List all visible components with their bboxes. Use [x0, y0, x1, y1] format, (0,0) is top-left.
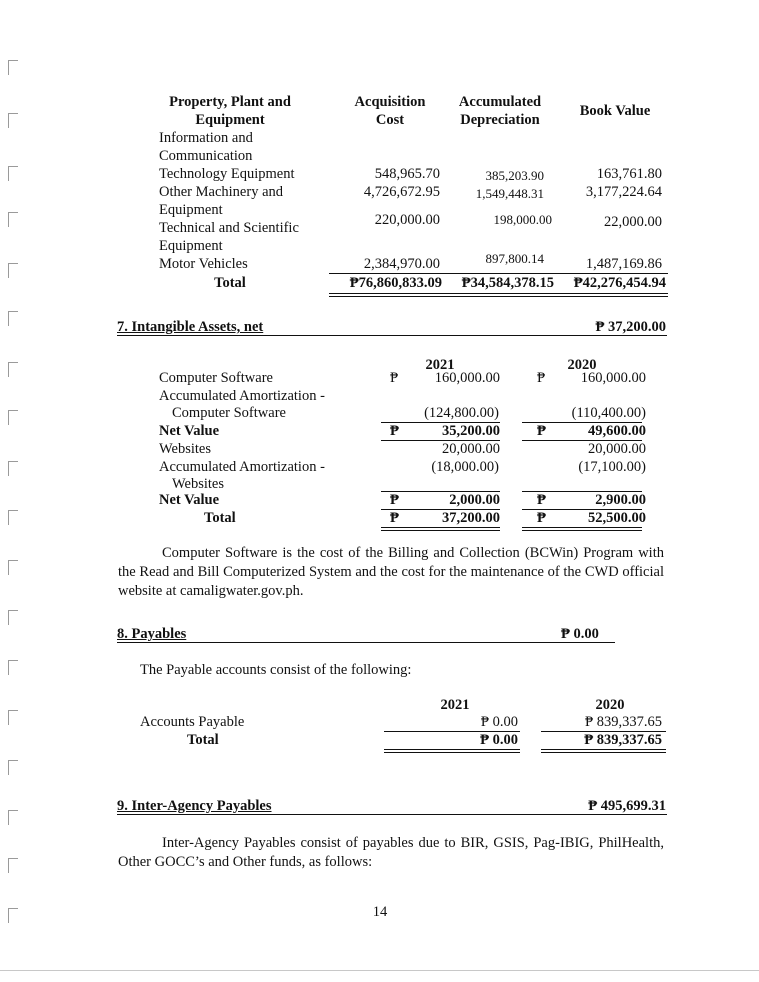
ppe-header-acq-line1: Acquisition	[354, 94, 426, 110]
ppe-book-value: 22,000.00	[604, 214, 662, 230]
intangible-note: Computer Software is the cost of the Billing and Collection (BCWin) Program with the Read and Bill Computerized System and the cost for the maintenance of the CWD official website at camaligwater.gov.ph.	[118, 545, 664, 599]
intangible-row-label: Net Value	[159, 423, 220, 439]
peso-sign: ₱	[537, 492, 546, 508]
payables-value-2020: ₱ 839,337.65	[585, 714, 662, 730]
ppe-dep-value: 198,000.00	[493, 212, 552, 227]
peso-sign: ₱	[390, 492, 399, 508]
ppe-acq-value: 4,726,672.95	[363, 184, 440, 200]
intangible-row-label: Computer Software	[159, 370, 273, 386]
margin-mark	[8, 263, 18, 278]
ppe-row-label: Communication	[159, 148, 253, 164]
double-rule	[381, 527, 500, 531]
year-header-2020: 2020	[567, 357, 597, 373]
payables-total-2021: ₱ 0.00	[480, 732, 518, 748]
ppe-subtotal-rule	[329, 273, 668, 274]
ppe-book-value: 1,487,169.86	[585, 256, 662, 272]
ppe-header-book: Book Value	[579, 103, 651, 119]
ppe-header-item-line2: Equipment	[195, 112, 265, 128]
ppe-total-double-rule	[329, 293, 668, 297]
payables-value-2021: ₱ 0.00	[480, 714, 518, 730]
ppe-row-label: Equipment	[159, 238, 223, 254]
ppe-header-dep-line2: Depreciation	[460, 112, 540, 128]
intangible-value-2021: (124,800.00)	[424, 405, 499, 421]
year-header-2021: 2021	[440, 697, 470, 713]
margin-mark	[8, 908, 18, 923]
margin-mark	[8, 60, 18, 75]
section-heading	[117, 626, 186, 643]
ppe-book-value: 3,177,224.64	[585, 184, 662, 200]
payables-intro: The Payable accounts consist of the following:	[140, 662, 412, 678]
page-bottom-edge	[0, 970, 759, 971]
section-heading-amount: ₱ 37,200.00	[595, 319, 666, 335]
margin-mark	[8, 410, 18, 425]
section-heading	[117, 319, 263, 336]
intangible-value-2021: 160,000.00	[434, 370, 500, 386]
ppe-total-acq: ₱76,860,833.09	[349, 275, 442, 291]
intangible-row-label: Computer Software	[172, 405, 286, 421]
double-rule	[541, 749, 666, 753]
ppe-row-label: Information and	[159, 130, 253, 146]
section-heading-text: 8. Payables	[117, 626, 187, 642]
margin-mark	[8, 710, 18, 725]
ppe-total-dep: ₱34,584,378.15	[461, 275, 554, 291]
intangible-value-2021: 35,200.00	[442, 423, 500, 439]
section-heading-text: 9. Inter-Agency Payables	[117, 798, 272, 814]
margin-mark	[8, 560, 18, 575]
intangible-value-2020: 49,600.00	[588, 423, 646, 439]
section-heading-rule	[117, 642, 615, 643]
peso-sign: ₱	[390, 370, 399, 386]
intangible-total-2020: 52,500.00	[588, 510, 646, 526]
intangible-row-label: Websites	[159, 441, 211, 457]
intangible-row-label: Accumulated Amortization -	[159, 459, 325, 475]
peso-sign: ₱	[537, 510, 546, 526]
ppe-total-label: Total	[214, 275, 246, 291]
page-number: 14	[372, 904, 388, 920]
interagency-text: Inter-Agency Payables consist of payables due to BIR, GSIS, Pag-IBIG, PhilHealth, Other GOCC’s and Other funds, as follows:	[118, 835, 664, 870]
margin-mark	[8, 166, 18, 181]
intangible-value-2020: (110,400.00)	[571, 405, 646, 421]
ppe-dep-value: 385,203.90	[485, 168, 544, 183]
intangible-value-2021: 2,000.00	[449, 492, 500, 508]
ppe-header-dep-line1: Accumulated	[458, 94, 542, 110]
ppe-acq-value: 548,965.70	[374, 166, 440, 182]
margin-mark	[8, 311, 18, 326]
intangible-value-2020: 20,000.00	[588, 441, 646, 457]
payables-total-label: Total	[187, 732, 219, 748]
intangible-value-2021: (18,000.00)	[431, 459, 499, 475]
margin-mark	[8, 810, 18, 825]
section-heading-text: 7. Intangible Assets, net	[117, 319, 264, 335]
payables-total-2020: ₱ 839,337.65	[584, 732, 662, 748]
intangible-value-2020: 2,900.00	[595, 492, 646, 508]
intangible-total-2021: 37,200.00	[442, 510, 500, 526]
ppe-book-value: 163,761.80	[596, 166, 662, 182]
intangible-total-label: Total	[204, 510, 236, 526]
intangible-value-2021: 20,000.00	[442, 441, 500, 457]
section-heading	[117, 798, 272, 815]
ppe-row-label: Technology Equipment	[159, 166, 295, 182]
peso-sign: ₱	[537, 423, 546, 439]
ppe-row-label: Other Machinery and	[159, 184, 284, 200]
peso-sign: ₱	[390, 423, 399, 439]
margin-mark	[8, 610, 18, 625]
section-heading-amount: ₱ 495,699.31	[588, 798, 666, 814]
ppe-row-label: Motor Vehicles	[159, 256, 248, 272]
margin-mark	[8, 212, 18, 227]
double-rule	[522, 527, 642, 531]
ppe-header-item-line1: Property, Plant and	[169, 94, 291, 110]
margin-mark	[8, 660, 18, 675]
ppe-header-acq-line2: Cost	[375, 112, 405, 128]
year-header-2020: 2020	[595, 697, 625, 713]
intangible-row-label: Websites	[172, 476, 224, 492]
intangible-row-label: Accumulated Amortization -	[159, 388, 325, 404]
peso-sign: ₱	[537, 370, 546, 386]
double-rule	[384, 749, 520, 753]
ppe-row-label: Technical and Scientific	[159, 220, 299, 236]
section-heading-amount: ₱ 0.00	[561, 626, 599, 642]
peso-sign: ₱	[390, 510, 399, 526]
margin-mark	[8, 461, 18, 476]
ppe-dep-value: 1,549,448.31	[475, 186, 544, 201]
margin-mark	[8, 113, 18, 128]
payables-row-label: Accounts Payable	[140, 714, 245, 730]
margin-mark	[8, 510, 18, 525]
ppe-acq-value: 2,384,970.00	[363, 256, 440, 272]
ppe-total-book: ₱42,276,454.94	[573, 275, 666, 291]
margin-mark	[8, 760, 18, 775]
margin-mark	[8, 362, 18, 377]
ppe-row-label: Equipment	[159, 202, 223, 218]
intangible-value-2020: 160,000.00	[580, 370, 646, 386]
year-header-2021: 2021	[425, 357, 455, 373]
margin-mark	[8, 858, 18, 873]
intangible-row-label: Net Value	[159, 492, 220, 508]
ppe-dep-value: 897,800.14	[485, 251, 544, 266]
intangible-value-2020: (17,100.00)	[578, 459, 646, 475]
ppe-acq-value: 220,000.00	[374, 212, 440, 228]
